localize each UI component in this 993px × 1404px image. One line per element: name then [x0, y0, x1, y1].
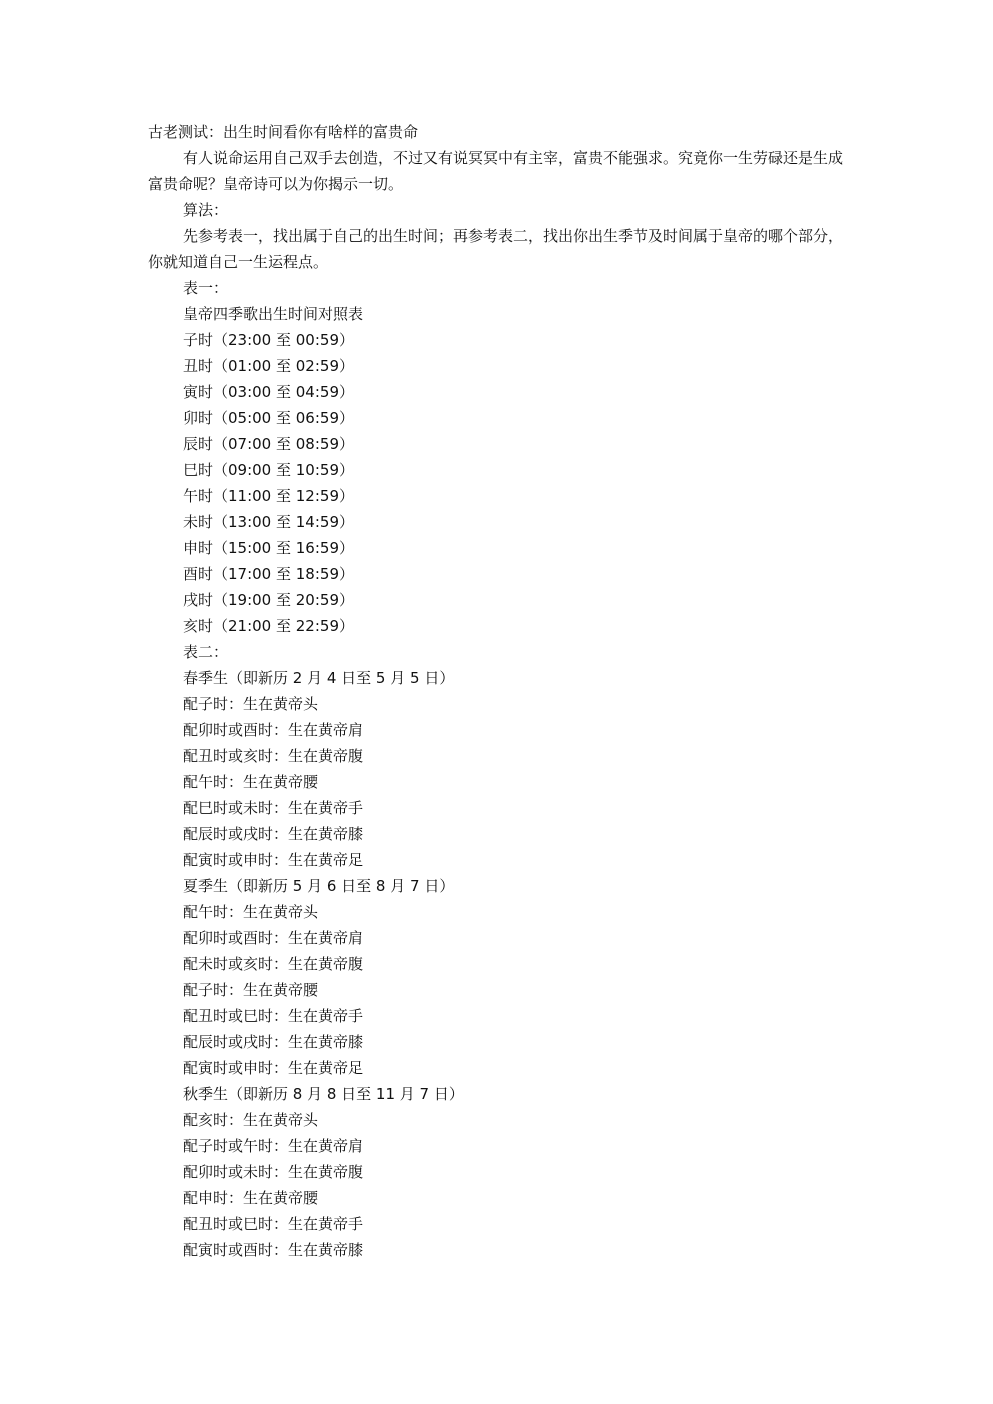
table1-title: 皇帝四季歌出生时间对照表 [183, 305, 364, 323]
summer-row: 配子时：生在黄帝腰 [183, 981, 319, 999]
autumn-header: 秋季生（即新历 8 月 8 日至 11 月 7 日） [183, 1085, 464, 1103]
document-title: 古老测试：出生时间看你有啥样的富贵命 [148, 123, 419, 141]
time-row: 子时（23:00 至 00:59） [183, 331, 354, 349]
autumn-row: 配亥时：生在黄帝头 [183, 1111, 319, 1129]
intro-paragraph: 有人说命运用自己双手去创造，不过又有说冥冥中有主宰，富贵不能强求。究竟你一生劳碌还是生成富贵命呢？皇帝诗可以为你揭示一切。 [148, 149, 844, 193]
document-body [148, 119, 848, 1263]
autumn-row: 配申时：生在黄帝腰 [183, 1189, 319, 1207]
spring-header: 春季生（即新历 2 月 4 日至 5 月 5 日） [183, 669, 455, 687]
summer-row: 配未时或亥时：生在黄帝腹 [183, 955, 364, 973]
time-row: 卯时（05:00 至 06:59） [183, 409, 354, 427]
spring-row: 配子时：生在黄帝头 [183, 695, 319, 713]
time-row: 未时（13:00 至 14:59） [183, 513, 354, 531]
autumn-row: 配子时或午时：生在黄帝肩 [183, 1137, 364, 1155]
summer-row: 配寅时或申时：生在黄帝足 [183, 1059, 364, 1077]
time-row: 戌时（19:00 至 20:59） [183, 591, 354, 609]
time-row: 巳时（09:00 至 10:59） [183, 461, 354, 479]
spring-row: 配巳时或未时：生在黄帝手 [183, 799, 364, 817]
spring-row: 配辰时或戌时：生在黄帝膝 [183, 825, 364, 843]
summer-row: 配辰时或戌时：生在黄帝膝 [183, 1033, 364, 1051]
spring-row: 配寅时或申时：生在黄帝足 [183, 851, 364, 869]
time-row: 丑时（01:00 至 02:59） [183, 357, 354, 375]
spring-row: 配丑时或亥时：生在黄帝腹 [183, 747, 364, 765]
summer-row: 配卯时或酉时：生在黄帝肩 [183, 929, 364, 947]
method-paragraph: 先参考表一，找出属于自己的出生时间；再参考表二，找出你出生季节及时间属于皇帝的哪个部分，你就知道自己一生运程点。 [148, 227, 844, 271]
summer-header: 夏季生（即新历 5 月 6 日至 8 月 7 日） [183, 877, 455, 895]
spring-row: 配卯时或酉时：生在黄帝肩 [183, 721, 364, 739]
time-row: 申时（15:00 至 16:59） [183, 539, 354, 557]
time-row: 午时（11:00 至 12:59） [183, 487, 354, 505]
summer-row: 配午时：生在黄帝头 [183, 903, 319, 921]
autumn-row: 配卯时或未时：生在黄帝腹 [183, 1163, 364, 1181]
spring-row: 配午时：生在黄帝腰 [183, 773, 319, 791]
autumn-row: 配寅时或酉时：生在黄帝膝 [183, 1241, 364, 1259]
table2-label: 表二： [183, 643, 229, 661]
time-row: 亥时（21:00 至 22:59） [183, 617, 354, 635]
method-label: 算法： [183, 201, 229, 219]
time-row: 寅时（03:00 至 04:59） [183, 383, 354, 401]
autumn-row: 配丑时或巳时：生在黄帝手 [183, 1215, 364, 1233]
time-row: 酉时（17:00 至 18:59） [183, 565, 354, 583]
time-row: 辰时（07:00 至 08:59） [183, 435, 354, 453]
table1-label: 表一： [183, 279, 229, 297]
summer-row: 配丑时或巳时：生在黄帝手 [183, 1007, 364, 1025]
